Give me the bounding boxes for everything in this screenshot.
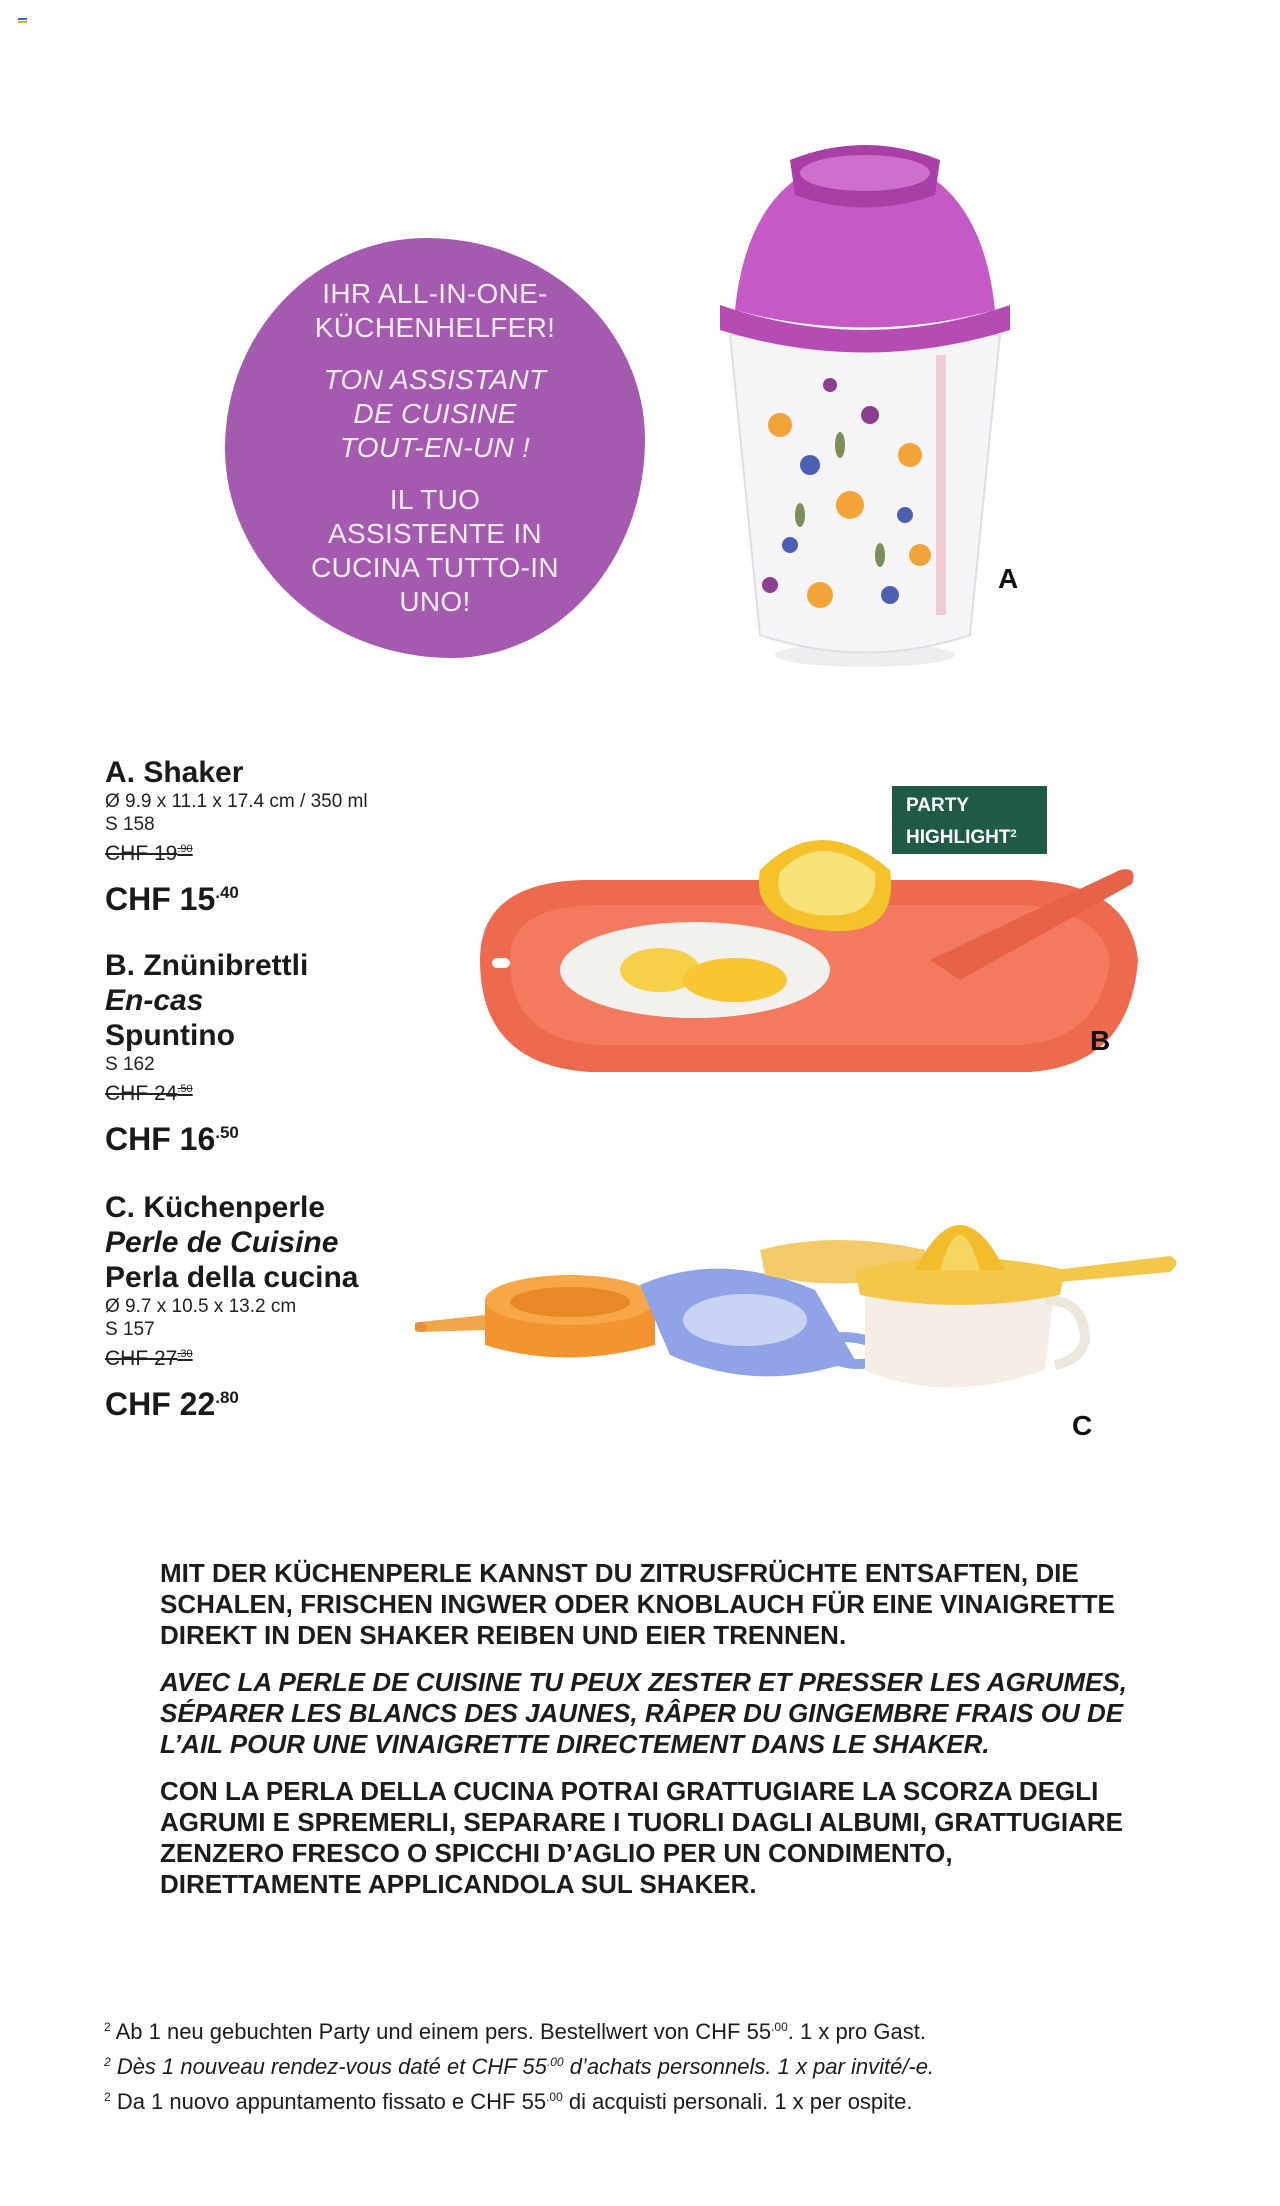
product-b-name-fr: En-cas xyxy=(105,984,204,1017)
slogan-fr: TON ASSISTANT DE CUISINE TOUT-EN-UN ! xyxy=(323,364,547,463)
slogan-de: IHR ALL-IN-ONE-KÜCHENHELFER! xyxy=(314,278,556,343)
info-de: MIT DER KÜCHENPERLE KANNST DU ZITRUSFRÜCHTE ENTSAFTEN, DIE SCHALEN, FRISCHEN INGWER ODER KNOBLAUCH FÜR EINE VINAIGRETTE DIREKT IN DEN SHAKER REIBEN UND EIER TRENNEN. xyxy=(160,1558,1115,1650)
product-c-dims: Ø 9.7 x 10.5 x 13.2 cm xyxy=(105,1296,297,1317)
info-text xyxy=(160,1558,1140,1916)
shaker-image xyxy=(700,125,1030,685)
product-b xyxy=(105,948,465,1159)
slogan-it: IL TUO ASSISTENTE IN CUCINA TUTTO-IN UNO! xyxy=(311,484,559,617)
kitchen-pearl-image xyxy=(415,1170,1180,1400)
label-a: A xyxy=(998,563,1019,594)
product-a xyxy=(105,755,465,919)
product-b-code: S 162 xyxy=(105,1054,155,1075)
product-a-price: CHF $15^{.40}$ xyxy=(105,881,239,917)
product-c xyxy=(105,1190,465,1424)
product-a-name: A. Shaker xyxy=(105,756,244,789)
product-c-name: C. Küchenperle xyxy=(105,1191,326,1224)
footnote-de: $^2$ Ab 1 neu gebuchten Party und einem pers. Bestellwert von CHF $55^{.00}$. 1 x pro Gast. xyxy=(104,2019,926,2044)
board-image xyxy=(470,810,1150,1090)
menu-icon[interactable] xyxy=(18,18,27,25)
party-highlight-badge: PARTY HIGHLIGHT$^2$ xyxy=(892,786,1047,854)
product-a-old-price: CHF $19^{.90}$ xyxy=(105,842,193,865)
product-c-price: CHF $22^{.80}$ xyxy=(105,1386,239,1422)
product-b-old-price: CHF $24^{.50}$ xyxy=(105,1082,193,1105)
footnote-fr: $^2$ Dès 1 nouveau rendez-vous daté et CHF $55^{.00}$ d’achats personnels. 1 x par invité/-e. xyxy=(104,2054,935,2079)
product-c-old-price: CHF $27^{.30}$ xyxy=(105,1347,193,1370)
product-b-name-it: Spuntino xyxy=(105,1019,235,1052)
product-a-code: S 158 xyxy=(105,814,155,835)
product-b-price: CHF $16^{.50}$ xyxy=(105,1121,239,1157)
footnote-it: $^2$ Da 1 nuovo appuntamento fissato e CHF $55^{.00}$ di acquisti personali. 1 x per ospite. xyxy=(104,2089,913,2114)
product-b-name: B. Znünibrettli xyxy=(105,949,309,982)
slogan-blob xyxy=(225,238,645,658)
info-it: CON LA PERLA DELLA CUCINA POTRAI GRATTUGIARE LA SCORZA DEGLI AGRUMI E SPREMERLI, SEPARARE I TUORLI DAGLI ALBUMI, GRATTUGIARE ZENZERO FRESCO O SPICCHI D’AGLIO PER UN CONDIMENTO, DIRETTAMENTE APPLICANDOLA SUL SHAKER. xyxy=(160,1776,1123,1899)
product-a-dims: Ø 9.9 x 11.1 x 17.4 cm / 350 ml xyxy=(105,791,368,812)
product-c-name-fr: Perle de Cuisine xyxy=(105,1226,339,1259)
product-c-code: S 157 xyxy=(105,1319,155,1340)
footnotes xyxy=(104,2012,1204,2117)
info-fr: AVEC LA PERLE DE CUISINE TU PEUX ZESTER ET PRESSER LES AGRUMES, SÉPARER LES BLANCS DES JAUNES, RÂPER DU GINGEMBRE FRAIS OU DE L’AIL POUR UNE VINAIGRETTE DIRECTEMENT DANS LE SHAKER. xyxy=(160,1667,1127,1759)
product-c-name-it: Perla della cucina xyxy=(105,1261,359,1294)
label-c: C xyxy=(1072,1410,1093,1441)
label-b: B xyxy=(1090,1025,1111,1056)
